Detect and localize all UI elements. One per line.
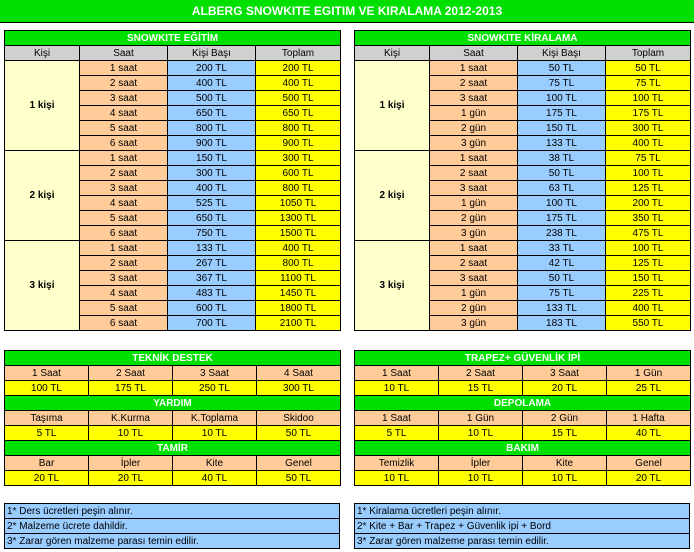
right-services-table xyxy=(354,350,691,486)
egitim-saat-cell: 3 saat xyxy=(80,181,168,196)
egitim-kisi-cell: 1 kişi xyxy=(5,61,80,151)
egitim-toplam-cell: 650 TL xyxy=(256,106,341,121)
egitim-kisi-cell: 3 kişi xyxy=(5,241,80,331)
kiralama-header: SNOWKITE KİRALAMA xyxy=(355,31,691,46)
kiralama-toplam-cell: 400 TL xyxy=(606,136,691,151)
egitim-kisi-basi-cell: 650 TL xyxy=(168,211,256,226)
left_small-value-cell: 50 TL xyxy=(257,426,341,441)
left-note-1: 1* Ders ücretleri peşin alınır. xyxy=(5,504,340,519)
kiralama-toplam-cell: 100 TL xyxy=(606,166,691,181)
right_small-value-row xyxy=(355,471,691,486)
left_small-label-cell: K.Toplama xyxy=(173,411,257,426)
kiralama-toplam-cell: 175 TL xyxy=(606,106,691,121)
egitim-toplam-cell: 300 TL xyxy=(256,151,341,166)
left_small-label-cell: Kite xyxy=(173,456,257,471)
egitim-kisi-cell: 2 kişi xyxy=(5,151,80,241)
left_small-header-row xyxy=(5,396,341,411)
kiralama-toplam-cell: 125 TL xyxy=(606,256,691,271)
egitim-kisi-basi-cell: 800 TL xyxy=(168,121,256,136)
right_small-label-cell: 1 Hafta xyxy=(607,411,691,426)
left_small-value-cell: 50 TL xyxy=(257,471,341,486)
right_small-header-row xyxy=(355,351,691,366)
left_small-value-cell: 20 TL xyxy=(89,471,173,486)
egitim-body xyxy=(5,61,341,331)
kiralama-toplam-cell: 350 TL xyxy=(606,211,691,226)
right_small-section-header: BAKIM xyxy=(355,441,691,456)
kiralama-saat-cell: 1 gün xyxy=(430,196,518,211)
right_small-label-cell: 3 Saat xyxy=(523,366,607,381)
left-services-body xyxy=(5,351,341,486)
right-note-1: 1* Kiralama ücretleri peşin alınır. xyxy=(355,504,690,519)
kiralama-kisi-basi-cell: 150 TL xyxy=(518,121,606,136)
kiralama-kisi-basi-cell: 133 TL xyxy=(518,301,606,316)
egitim-kisi-basi-cell: 700 TL xyxy=(168,316,256,331)
left_small-label-row xyxy=(5,456,341,471)
left_small-label-cell: Bar xyxy=(5,456,89,471)
egitim-saat-cell: 6 saat xyxy=(80,136,168,151)
kiralama-saat-cell: 2 gün xyxy=(430,211,518,226)
right_small-label-cell: 1 Gün xyxy=(439,411,523,426)
kiralama-saat-cell: 3 gün xyxy=(430,316,518,331)
egitim-kisi-basi-cell: 500 TL xyxy=(168,91,256,106)
egitim-toplam-cell: 2100 TL xyxy=(256,316,341,331)
kiralama-kisi-basi-cell: 100 TL xyxy=(518,196,606,211)
kiralama-body xyxy=(355,61,691,331)
kiralama-saat-cell: 3 gün xyxy=(430,226,518,241)
egitim-toplam-cell: 1100 TL xyxy=(256,271,341,286)
right_small-value-cell: 5 TL xyxy=(355,426,439,441)
kiralama-toplam-cell: 100 TL xyxy=(606,241,691,256)
kiralama-saat-cell: 2 saat xyxy=(430,166,518,181)
right_small-label-row xyxy=(355,411,691,426)
egitim-kisi-basi-cell: 400 TL xyxy=(168,76,256,91)
left_small-label-cell: İpler xyxy=(89,456,173,471)
left_small-value-cell: 40 TL xyxy=(173,471,257,486)
kiralama-kisi-cell: 3 kişi xyxy=(355,241,430,331)
kiralama-kisi-basi-cell: 50 TL xyxy=(518,166,606,181)
egitim-col-kisi: Kişi xyxy=(5,46,80,61)
egitim-kisi-basi-cell: 367 TL xyxy=(168,271,256,286)
right_small-value-cell: 10 TL xyxy=(355,471,439,486)
right_small-label-cell: 1 Saat xyxy=(355,411,439,426)
egitim-col-saat: Saat xyxy=(80,46,168,61)
kiralama-kisi-basi-cell: 100 TL xyxy=(518,91,606,106)
right_small-header-row xyxy=(355,396,691,411)
right_small-value-cell: 40 TL xyxy=(607,426,691,441)
egitim-saat-cell: 3 saat xyxy=(80,271,168,286)
egitim-kisi-basi-cell: 483 TL xyxy=(168,286,256,301)
egitim-toplam-cell: 400 TL xyxy=(256,76,341,91)
left_small-label-cell: Genel xyxy=(257,456,341,471)
egitim-toplam-cell: 900 TL xyxy=(256,136,341,151)
egitim-kisi-basi-cell: 900 TL xyxy=(168,136,256,151)
kiralama-saat-cell: 2 gün xyxy=(430,301,518,316)
egitim-table xyxy=(4,30,341,331)
right-note-2: 2* Kite + Bar + Trapez + Güvenlik ipi + Bord xyxy=(355,519,690,534)
kiralama-saat-cell: 3 saat xyxy=(430,181,518,196)
right-services-body xyxy=(355,351,691,486)
right_small-value-cell: 15 TL xyxy=(523,426,607,441)
egitim-header: SNOWKITE EĞİTİM xyxy=(5,31,341,46)
right_small-value-cell: 10 TL xyxy=(439,426,523,441)
kiralama-col-toplam: Toplam xyxy=(606,46,691,61)
right_small-section-header: DEPOLAMA xyxy=(355,396,691,411)
kiralama-kisi-basi-cell: 75 TL xyxy=(518,286,606,301)
egitim-saat-cell: 4 saat xyxy=(80,196,168,211)
egitim-saat-cell: 1 saat xyxy=(80,151,168,166)
egitim-saat-cell: 5 saat xyxy=(80,121,168,136)
kiralama-toplam-cell: 550 TL xyxy=(606,316,691,331)
kiralama-kisi-cell: 2 kişi xyxy=(355,151,430,241)
left_small-value-cell: 20 TL xyxy=(5,471,89,486)
kiralama-toplam-cell: 75 TL xyxy=(606,76,691,91)
right-notes-table xyxy=(354,503,690,549)
left-services-table xyxy=(4,350,341,486)
right_small-label-row xyxy=(355,456,691,471)
egitim-toplam-cell: 800 TL xyxy=(256,121,341,136)
egitim-row xyxy=(5,241,341,256)
kiralama-saat-cell: 1 saat xyxy=(430,61,518,76)
egitim-saat-cell: 1 saat xyxy=(80,61,168,76)
left_small-value-row xyxy=(5,381,341,396)
kiralama-saat-cell: 1 gün xyxy=(430,286,518,301)
egitim-kisi-basi-cell: 267 TL xyxy=(168,256,256,271)
kiralama-row xyxy=(355,241,691,256)
right_small-value-cell: 10 TL xyxy=(439,471,523,486)
left_small-section-header: TEKNİK DESTEK xyxy=(5,351,341,366)
left_small-value-cell: 250 TL xyxy=(173,381,257,396)
right_small-header-row xyxy=(355,441,691,456)
left_small-label-cell: K.Kurma xyxy=(89,411,173,426)
egitim-kisi-basi-cell: 150 TL xyxy=(168,151,256,166)
kiralama-toplam-cell: 125 TL xyxy=(606,181,691,196)
kiralama-kisi-basi-cell: 133 TL xyxy=(518,136,606,151)
kiralama-kisi-basi-cell: 75 TL xyxy=(518,76,606,91)
left_small-value-cell: 100 TL xyxy=(5,381,89,396)
kiralama-toplam-cell: 150 TL xyxy=(606,271,691,286)
left_small-label-cell: 1 Saat xyxy=(5,366,89,381)
right_small-value-row xyxy=(355,426,691,441)
kiralama-kisi-basi-cell: 42 TL xyxy=(518,256,606,271)
left_small-label-row xyxy=(5,366,341,381)
kiralama-kisi-cell: 1 kişi xyxy=(355,61,430,151)
egitim-toplam-cell: 1050 TL xyxy=(256,196,341,211)
egitim-row xyxy=(5,151,341,166)
egitim-kisi-basi-cell: 200 TL xyxy=(168,61,256,76)
left_small-value-cell: 300 TL xyxy=(257,381,341,396)
kiralama-saat-cell: 2 saat xyxy=(430,76,518,91)
kiralama-kisi-basi-cell: 183 TL xyxy=(518,316,606,331)
egitim-kisi-basi-cell: 650 TL xyxy=(168,106,256,121)
right_small-label-cell: 1 Gün xyxy=(607,366,691,381)
left_small-label-cell: Taşıma xyxy=(5,411,89,426)
egitim-toplam-cell: 800 TL xyxy=(256,181,341,196)
left_small-header-row xyxy=(5,441,341,456)
right_small-label-cell: Genel xyxy=(607,456,691,471)
kiralama-toplam-cell: 475 TL xyxy=(606,226,691,241)
left-note-2: 2* Malzeme ücrete dahildir. xyxy=(5,519,340,534)
kiralama-col-kisi: Kişi xyxy=(355,46,430,61)
page-title: ALBERG SNOWKITE EGITIM VE KIRALAMA 2012-2013 xyxy=(0,0,694,23)
kiralama-toplam-cell: 300 TL xyxy=(606,121,691,136)
egitim-kisi-basi-cell: 600 TL xyxy=(168,301,256,316)
kiralama-kisi-basi-cell: 175 TL xyxy=(518,106,606,121)
right-note-3: 3* Zarar gören malzeme parası temin edilir. xyxy=(355,534,690,549)
kiralama-saat-cell: 3 saat xyxy=(430,271,518,286)
left_small-header-row xyxy=(5,351,341,366)
egitim-saat-cell: 2 saat xyxy=(80,256,168,271)
right_small-label-cell: 2 Saat xyxy=(439,366,523,381)
left_small-value-row xyxy=(5,471,341,486)
egitim-toplam-cell: 200 TL xyxy=(256,61,341,76)
kiralama-row xyxy=(355,61,691,76)
right_small-section-header: TRAPEZ+ GÜVENLİK İPİ xyxy=(355,351,691,366)
kiralama-saat-cell: 1 saat xyxy=(430,151,518,166)
kiralama-kisi-basi-cell: 50 TL xyxy=(518,271,606,286)
kiralama-kisi-basi-cell: 33 TL xyxy=(518,241,606,256)
kiralama-saat-cell: 1 gün xyxy=(430,106,518,121)
kiralama-kisi-basi-cell: 238 TL xyxy=(518,226,606,241)
egitim-kisi-basi-cell: 750 TL xyxy=(168,226,256,241)
kiralama-toplam-cell: 50 TL xyxy=(606,61,691,76)
egitim-toplam-cell: 800 TL xyxy=(256,256,341,271)
kiralama-col-saat: Saat xyxy=(430,46,518,61)
egitim-saat-cell: 6 saat xyxy=(80,316,168,331)
left_small-label-cell: 3 Saat xyxy=(173,366,257,381)
egitim-kisi-basi-cell: 525 TL xyxy=(168,196,256,211)
right_small-value-cell: 10 TL xyxy=(523,471,607,486)
egitim-saat-cell: 5 saat xyxy=(80,301,168,316)
kiralama-saat-cell: 2 saat xyxy=(430,256,518,271)
right_small-value-cell: 20 TL xyxy=(523,381,607,396)
kiralama-row xyxy=(355,151,691,166)
left_small-value-cell: 10 TL xyxy=(89,426,173,441)
egitim-col-kisi-basi: Kişi Başı xyxy=(168,46,256,61)
right_small-value-cell: 20 TL xyxy=(607,471,691,486)
egitim-col-toplam: Toplam xyxy=(256,46,341,61)
egitim-toplam-cell: 500 TL xyxy=(256,91,341,106)
left_small-label-cell: 2 Saat xyxy=(89,366,173,381)
right_small-value-cell: 10 TL xyxy=(355,381,439,396)
kiralama-toplam-cell: 100 TL xyxy=(606,91,691,106)
kiralama-toplam-cell: 225 TL xyxy=(606,286,691,301)
left_small-value-row xyxy=(5,426,341,441)
right_small-label-cell: 1 Saat xyxy=(355,366,439,381)
kiralama-toplam-cell: 400 TL xyxy=(606,301,691,316)
egitim-toplam-cell: 400 TL xyxy=(256,241,341,256)
left_small-value-cell: 175 TL xyxy=(89,381,173,396)
kiralama-toplam-cell: 75 TL xyxy=(606,151,691,166)
right_small-label-cell: 2 Gün xyxy=(523,411,607,426)
kiralama-saat-cell: 2 gün xyxy=(430,121,518,136)
left_small-label-cell: Skidoo xyxy=(257,411,341,426)
kiralama-table xyxy=(354,30,691,331)
kiralama-saat-cell: 1 saat xyxy=(430,241,518,256)
egitim-saat-cell: 4 saat xyxy=(80,106,168,121)
kiralama-col-kisi-basi: Kişi Başı xyxy=(518,46,606,61)
right_small-label-cell: Kite xyxy=(523,456,607,471)
right_small-value-row xyxy=(355,381,691,396)
egitim-saat-cell: 3 saat xyxy=(80,91,168,106)
egitim-kisi-basi-cell: 133 TL xyxy=(168,241,256,256)
right_small-value-cell: 25 TL xyxy=(607,381,691,396)
egitim-toplam-cell: 1300 TL xyxy=(256,211,341,226)
kiralama-kisi-basi-cell: 38 TL xyxy=(518,151,606,166)
egitim-row xyxy=(5,61,341,76)
kiralama-saat-cell: 3 gün xyxy=(430,136,518,151)
egitim-toplam-cell: 600 TL xyxy=(256,166,341,181)
right_small-label-row xyxy=(355,366,691,381)
egitim-toplam-cell: 1800 TL xyxy=(256,301,341,316)
right_small-label-cell: Temizlik xyxy=(355,456,439,471)
right_small-label-cell: İpler xyxy=(439,456,523,471)
egitim-toplam-cell: 1500 TL xyxy=(256,226,341,241)
kiralama-saat-cell: 3 saat xyxy=(430,91,518,106)
left-notes-table xyxy=(4,503,340,549)
egitim-saat-cell: 2 saat xyxy=(80,76,168,91)
egitim-kisi-basi-cell: 400 TL xyxy=(168,181,256,196)
kiralama-kisi-basi-cell: 50 TL xyxy=(518,61,606,76)
kiralama-kisi-basi-cell: 175 TL xyxy=(518,211,606,226)
left_small-section-header: YARDIM xyxy=(5,396,341,411)
egitim-kisi-basi-cell: 300 TL xyxy=(168,166,256,181)
left_small-label-cell: 4 Saat xyxy=(257,366,341,381)
right_small-value-cell: 15 TL xyxy=(439,381,523,396)
egitim-saat-cell: 6 saat xyxy=(80,226,168,241)
egitim-saat-cell: 5 saat xyxy=(80,211,168,226)
left_small-value-cell: 10 TL xyxy=(173,426,257,441)
egitim-saat-cell: 2 saat xyxy=(80,166,168,181)
egitim-toplam-cell: 1450 TL xyxy=(256,286,341,301)
kiralama-toplam-cell: 200 TL xyxy=(606,196,691,211)
left_small-label-row xyxy=(5,411,341,426)
left_small-value-cell: 5 TL xyxy=(5,426,89,441)
egitim-saat-cell: 1 saat xyxy=(80,241,168,256)
left-note-3: 3* Zarar gören malzeme parası temin edilir. xyxy=(5,534,340,549)
left_small-section-header: TAMİR xyxy=(5,441,341,456)
egitim-saat-cell: 4 saat xyxy=(80,286,168,301)
kiralama-kisi-basi-cell: 63 TL xyxy=(518,181,606,196)
